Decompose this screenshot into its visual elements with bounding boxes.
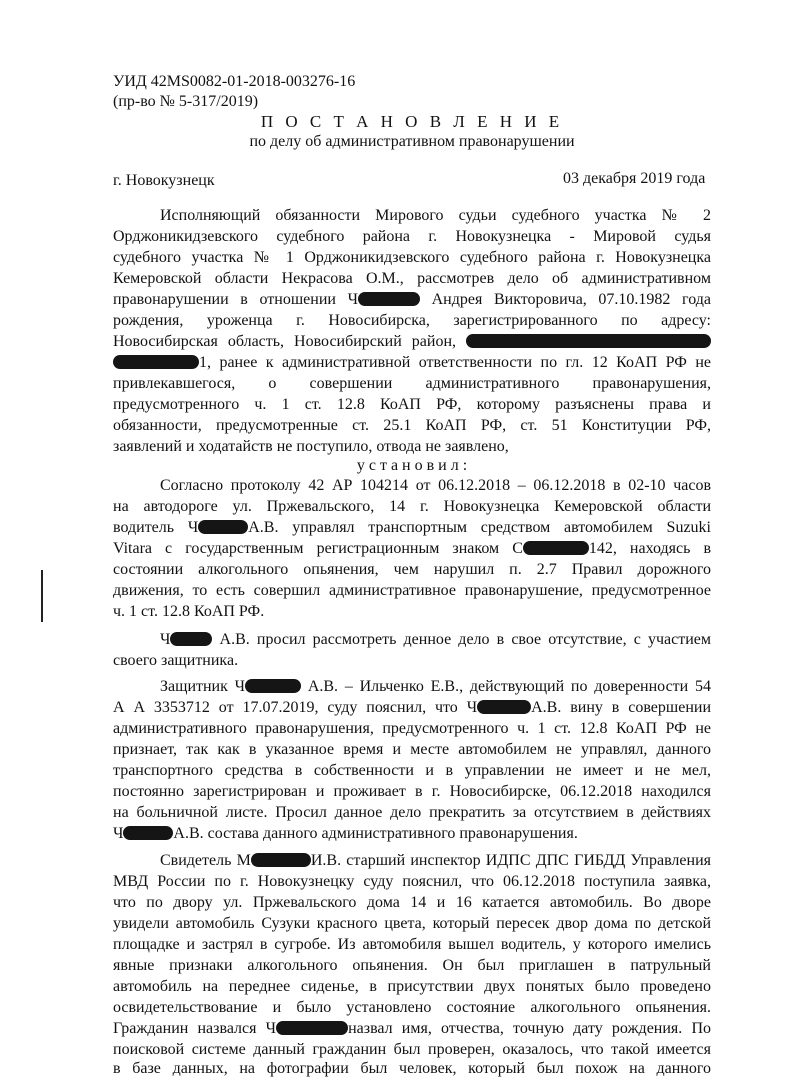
text-line: признает, так как в указанное время и месте автомобилем не управлял, данного bbox=[113, 741, 711, 758]
text-line: 1, ранее к административной ответственности по гл. 12 КоАП РФ не bbox=[113, 352, 711, 373]
redaction bbox=[245, 679, 301, 693]
text-line: на больничной листе. Просил данное дело прекратить за отсутствием в действиях bbox=[113, 804, 711, 821]
text-line: явные признаки алкогольного опьянения. Он был приглашен в патрульный bbox=[113, 957, 711, 974]
text-line: предусмотренного ч. 1 ст. 12.8 КоАП РФ, которому разъяснены права и bbox=[113, 396, 711, 413]
text-line: движения, то есть совершил административное правонарушение, предусмотренное bbox=[113, 582, 711, 599]
margin-mark bbox=[41, 570, 43, 622]
text-line: в базе данных, на фотографии был человек, который был похож на данного bbox=[113, 1060, 711, 1077]
text-line: А А 3353712 от 17.07.2019, суду пояснил, что Ч А.В. вину в совершении bbox=[113, 699, 711, 716]
text-line: автомобиль на переднее сиденье, в присутствии двух понятых было проведено bbox=[113, 978, 711, 995]
document-subtitle: по делу об административном правонарушении bbox=[249, 133, 575, 150]
text-line: судебного участка № 1 Орджоникидзевского судебного района г. Новокузнецка bbox=[113, 249, 711, 266]
text-line: Свидетель М И.В. старший инспектор ИДПС ДПС ГИБДД Управления bbox=[160, 852, 712, 869]
text-line: освидетельствование и было установлено состояние алкогольного опьянения. bbox=[113, 999, 711, 1016]
text-line: водитель Ч А.В. управлял транспортным средством автомобилем Suzuki bbox=[113, 519, 711, 536]
text-line: Согласно протоколу 42 АР 104214 от 06.12.2018 – 06.12.2018 в 02-10 часов bbox=[160, 477, 711, 494]
redaction bbox=[523, 541, 589, 555]
text-line: на автодороге ул. Пржевальского, 14 г. Новокузнецка Кемеровской области bbox=[113, 498, 711, 515]
redaction bbox=[358, 292, 420, 306]
text-line: Орджоникидзевского судебного района г. Новокузнецка - Мировой судья bbox=[113, 228, 711, 245]
redaction bbox=[123, 826, 173, 840]
city: г. Новокузнецк bbox=[113, 172, 215, 189]
text-line: увидели автомобиль Сузуки красного цвета, который пересек двор дома по детской bbox=[113, 915, 711, 932]
text-line: своего защитника. bbox=[113, 652, 239, 669]
section-heading: у с т а н о в и л : bbox=[356, 457, 468, 474]
text-line: Vitara с государственным регистрационным знаком С 142, находясь в bbox=[113, 540, 712, 557]
text-line: транспортного средства в собственности и в управлении не имеет и не мел, bbox=[113, 762, 711, 779]
document-title: П О С Т А Н О В Л Е Н И Е bbox=[260, 112, 564, 131]
redaction bbox=[251, 853, 311, 867]
text-line: Кемеровской области Некрасова О.М., рассмотрев дело об административном bbox=[113, 270, 711, 287]
text-line: Ч А.В. состава данного административного правонарушения. bbox=[113, 825, 578, 842]
text-line: площадке и застрял в сугробе. Из автомобиля вышел водитель, у которого имелись bbox=[113, 936, 711, 953]
text-line: Ч А.В. просил рассмотреть денное дело в свое отсутствие, с участием bbox=[160, 631, 712, 648]
redaction bbox=[170, 632, 212, 646]
uid-number: УИД 42MS0082-01-2018-003276-16 bbox=[113, 73, 356, 90]
text-line: постоянно зарегистрирован и проживает в г. Новосибирске, 06.12.2018 находился bbox=[113, 783, 711, 800]
case-number: (пр-во № 5-317/2019) bbox=[113, 93, 259, 110]
text-line: заявлений и ходатайств не поступило, отвода не заявлено, bbox=[113, 438, 509, 455]
document-date: 03 декабря 2019 года bbox=[563, 170, 706, 187]
text-line: МВД России по г. Новокузнецку суду пояснил, что 06.12.2018 поступила заявка, bbox=[113, 873, 711, 890]
text-line: что по двору ул. Пржевальского дома 14 и 16 катается автомобиль. Во дворе bbox=[113, 894, 711, 911]
text-line: Исполняющий обязанности Мирового судьи судебного участка № 2 bbox=[160, 207, 711, 224]
redaction bbox=[198, 520, 248, 534]
text-line: рождения, уроженца г. Новосибирска, зарегистрированного по адресу: bbox=[113, 312, 711, 329]
text-line: административного правонарушения, предусмотренного ч. 1 ст. 12.8 КоАП РФ не bbox=[113, 720, 711, 737]
text-line: Новосибирская область, Новосибирский район, bbox=[113, 331, 711, 352]
text-line: поисковой системе данный гражданин был проверен, оказалось, что такой имеется bbox=[113, 1041, 711, 1058]
text-line: правонарушении в отношении Ч Андрея Викторовича, 07.10.1982 года bbox=[113, 291, 712, 308]
redaction bbox=[466, 334, 711, 348]
redaction bbox=[477, 700, 531, 714]
text-line: привлекавшегося, о совершении административного правонарушения, bbox=[113, 375, 711, 392]
text-line: ч. 1 ст. 12.8 КоАП РФ. bbox=[113, 603, 265, 620]
redaction bbox=[276, 1021, 348, 1035]
redaction bbox=[113, 355, 199, 369]
text-line: Гражданин назвался Ч назвал имя, отчества, точную дату рождения. По bbox=[113, 1020, 711, 1037]
text-line: обязанности, предусмотренные ст. 25.1 КоАП РФ, ст. 51 Конституции РФ, bbox=[113, 417, 711, 434]
text-line: Защитник Ч А.В. – Ильченко Е.В., действующий по доверенности 54 bbox=[160, 678, 711, 695]
text-line: состоянии алкогольного опьянения, чем нарушил п. 2.7 Правил дорожного bbox=[113, 561, 711, 578]
